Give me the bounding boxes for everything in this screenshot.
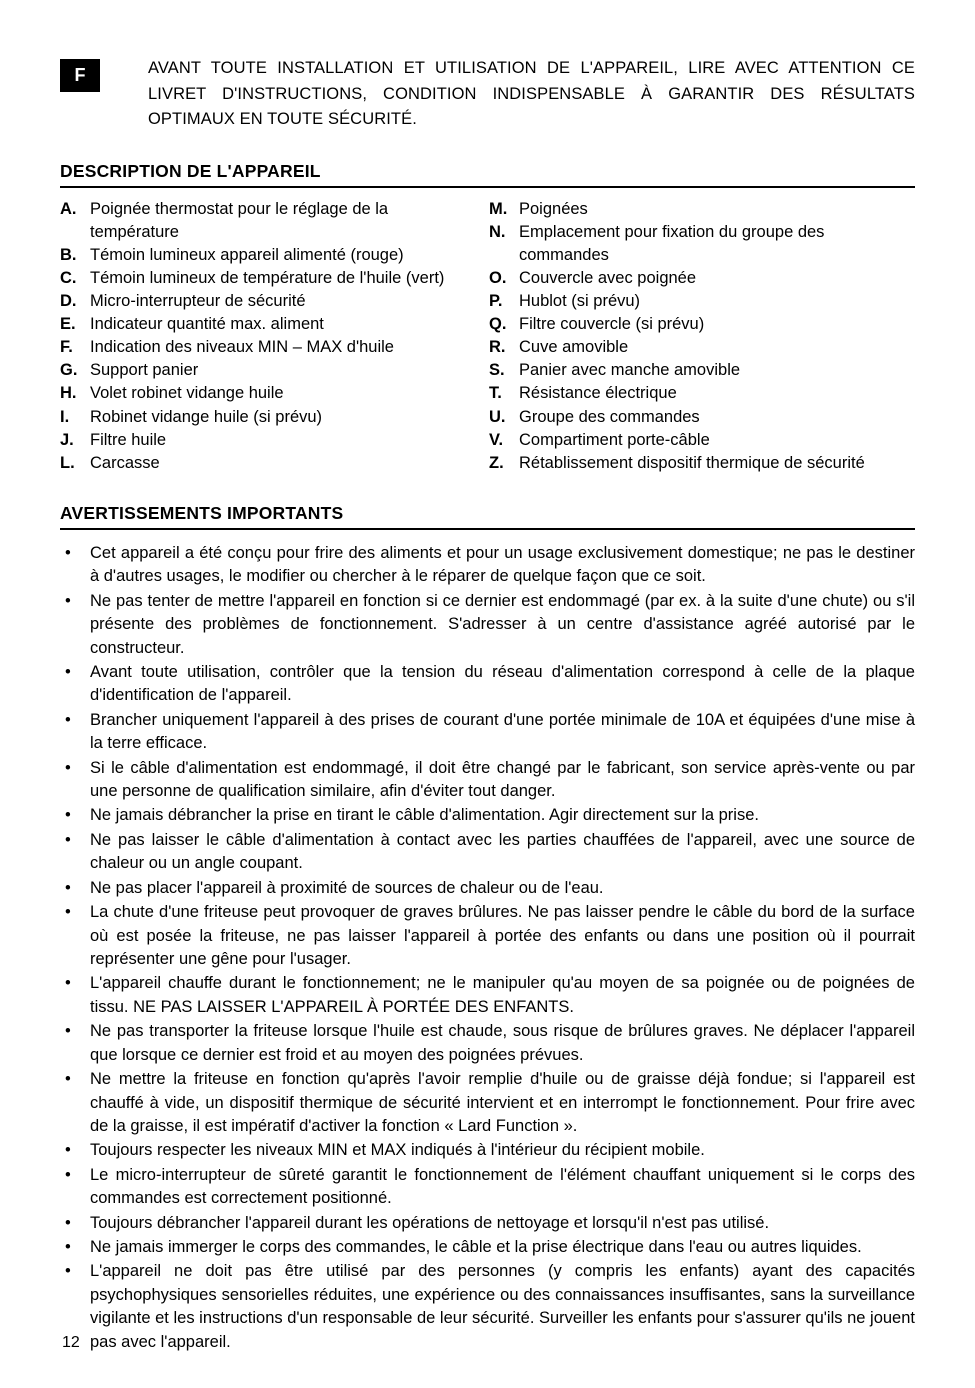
description-item [489,452,915,475]
description-item [60,244,473,267]
warning-item [60,709,915,756]
description-item-letter: Q. [489,315,507,334]
description-item [489,429,915,452]
description-item [60,336,473,359]
description-item [60,359,473,382]
warning-item [60,901,915,971]
warning-item-text: Ne jamais immerger le corps des commandes, le câble et la prise électrique dans l'eau ou autres liquides. [90,1238,862,1257]
warning-item-text: Brancher uniquement l'appareil à des prises de courant d'une portée minimale de 10A et équipées d'une mise à la terre efficace. [90,710,915,753]
description-item-letter: C. [60,268,77,287]
bullet-icon: • [65,903,71,922]
warning-item [60,1236,915,1259]
description-item-text: Témoin lumineux appareil alimenté (rouge) [90,245,404,264]
description-item [60,452,473,475]
description-item [489,290,915,313]
bullet-icon: • [65,1262,71,1281]
warning-item-text: Avant toute utilisation, contrôler que la tension du réseau d'alimentation correspond à celle de la plaque d'identification de l'appareil. [90,662,915,705]
warning-item [60,1020,915,1067]
description-column-left [60,198,473,475]
bullet-icon: • [65,1238,71,1257]
warning-item-text: Ne pas laisser le câble d'alimentation à contact avec les parties chauffées de l'appareil, avec une source de chaleur ou un angle coupant. [90,830,915,873]
warning-item [60,829,915,876]
description-item-text: Filtre huile [90,430,167,449]
warnings-list [60,542,915,1354]
description-item-letter: J. [60,430,74,449]
description-item-text: Volet robinet vidange huile [90,384,284,403]
description-item-text: Support panier [90,361,199,380]
description-item-text: Poignées [519,199,588,218]
warning-item-text: Ne pas transporter la friteuse lorsque l'huile est chaude, sous risque de brûlures graves. Ne déplacer l'appareil que lorsque ce dernier est froid et au moyen des poignées prévues. [90,1022,915,1064]
description-title: DESCRIPTION DE L'APPAREIL [60,161,915,188]
warning-item [60,1260,915,1354]
bullet-icon: • [65,758,71,777]
description-item-text: Rétablissement dispositif thermique de sécurité [519,453,865,472]
description-item-letter: S. [489,361,505,380]
description-item [60,267,473,290]
description-item-letter: U. [489,407,506,426]
warning-item-text: Cet appareil a été conçu pour frire des aliments et pour un usage exclusivement domestique; ne pas le destiner à d'autres usages, le modifier ou chercher à le réparer de quelque façon que ce soit. [90,543,915,586]
bullet-icon: • [65,1141,71,1160]
bullet-icon: • [65,830,71,849]
bullet-icon: • [65,806,71,825]
description-item-text: Cuve amovible [519,338,629,357]
bullet-icon: • [65,878,71,897]
warning-item-text: Ne pas placer l'appareil à proximité de sources de chaleur ou de l'eau. [90,878,604,897]
description-item-text: Hublot (si prévu) [519,292,641,311]
bullet-icon: • [65,1022,71,1041]
description-item-letter: H. [60,384,77,403]
warning-item [60,1164,915,1211]
description-item-letter: I. [60,407,70,426]
description-item [60,313,473,336]
description-item-text: Carcasse [90,453,160,472]
description-item-text: Indicateur quantité max. aliment [90,315,324,334]
page-number: 12 [62,1334,80,1351]
warnings-title: AVERTISSEMENTS IMPORTANTS [60,503,915,530]
description-item-letter: A. [60,199,77,218]
bullet-icon: • [65,710,71,729]
description-item [60,198,473,244]
warning-item [60,972,915,1019]
description-item [489,313,915,336]
description-item-letter: B. [60,245,77,264]
warning-item-text: Ne pas tenter de mettre l'appareil en fonction si ce dernier est endommagé (par ex. à la suite d'une chute) ou s'il présente des problèmes de fonctionnement. S'adresser à un centre d'assistance agréé autorisé par le constructeur. [90,591,915,657]
description-item-text: Indication des niveaux MIN – MAX d'huile [90,338,394,357]
description-item-letter: M. [489,199,508,218]
bullet-icon: • [65,1165,71,1184]
description-item-letter: D. [60,292,77,311]
description-item [489,406,915,429]
description-item-letter: L. [60,453,75,472]
warning-item [60,877,915,900]
warning-item [60,590,915,660]
description-item-letter: O. [489,268,507,287]
description-item-text: Poignée thermostat pour le réglage de la température [90,199,389,241]
warning-item [60,804,915,827]
warning-item-text: La chute d'une friteuse peut provoquer de graves brûlures. Ne pas laisser pendre le câble du bord de la surface où est posée la friteuse, ne pas laisser l'appareil à portée des enfants ou dans une position où il pourrait représenter une gêne pour l'usager. [90,903,915,968]
warning-item-text: L'appareil ne doit pas être utilisé par des personnes (y compris les enfants) ayant des capacités psychophysiques sensorielles réduites, une expérience ou des connaissances insuffisantes, sans la surveillance vigilante et les instructions d'un responsable de leur sécurité. Surveiller les enfants pour s'assurer qu'ils ne jouent pas avec l'appareil. [90,1262,915,1351]
description-item-text: Groupe des commandes [519,407,700,426]
description-item-text: Résistance électrique [519,384,677,403]
description-item-letter: R. [489,338,506,357]
warning-item-text: Ne mettre la friteuse en fonction qu'après l'avoir remplie d'huile ou de graisse déjà fondue; si l'appareil est chauffé à vide, un dispositif thermique de sécurité intervient et en interrompt le fonctionnement. Pour frire avec de la graisse, il est impératif d'activer la fonction « Lard Function ». [90,1070,915,1135]
bullet-icon: • [65,974,71,993]
intro-paragraph: AVANT TOUTE INSTALLATION ET UTILISATION DE L'APPAREIL, LIRE AVEC ATTENTION CE LIVRET D'INSTRUCTIONS, CONDITION INDISPENSABLE À GARANTIR DES RÉSULTATS OPTIMAUX EN TOUTE SÉCURITÉ. [148,59,915,129]
description-item-letter: P. [489,292,503,311]
warning-item [60,542,915,589]
description-item-letter: G. [60,361,78,380]
description-item [489,267,915,290]
description-item-text: Emplacement pour fixation du groupe des commandes [519,222,825,264]
description-item-text: Couvercle avec poignée [519,268,697,287]
warning-item [60,1212,915,1235]
bullet-icon: • [65,1070,71,1089]
description-item-letter: F. [60,338,73,357]
description-item [489,382,915,405]
warning-item [60,757,915,804]
bullet-icon: • [65,591,71,610]
warning-item [60,661,915,708]
description-item [489,221,915,267]
bullet-icon: • [65,662,71,681]
warning-item [60,1068,915,1138]
description-item-text: Filtre couvercle (si prévu) [519,315,705,334]
description-item-letter: Z. [489,453,504,472]
description-item [489,198,915,221]
description-item-text: Compartiment porte-câble [519,430,710,449]
description-item-letter: V. [489,430,504,449]
description-item-text: Témoin lumineux de température de l'huile (vert) [90,268,445,287]
warning-item-text: Le micro-interrupteur de sûreté garantit le fonctionnement de l'élément chauffant uniquement si le corps des commandes est correctement positionné. [90,1165,915,1208]
description-item [489,336,915,359]
description-item-letter: N. [489,222,506,241]
description-item [489,359,915,382]
description-item-letter: T. [489,384,502,403]
warning-item-text: L'appareil chauffe durant le fonctionnement; ne le manipuler qu'au moyen de sa poignée ou de poignées de tissu. NE PAS LAISSER L'APPAREIL À PORTÉE DES ENFANTS. [90,974,915,1016]
description-item-text: Robinet vidange huile (si prévu) [90,407,323,426]
description-column-right [489,198,915,475]
bullet-icon: • [65,543,71,562]
description-item [60,406,473,429]
warning-item [60,1139,915,1162]
description-item-letter: E. [60,315,76,334]
bullet-icon: • [65,1213,71,1232]
description-item [60,429,473,452]
warning-item-text: Si le câble d'alimentation est endommagé, il doit être changé par le fabricant, son service après-vente ou par une personne de qualification similaire, afin d'éviter tout danger. [90,758,915,801]
warning-item-text: Toujours respecter les niveaux MIN et MAX indiqués à l'intérieur du récipient mobile. [90,1141,705,1160]
warning-item-text: Ne jamais débrancher la prise en tirant le câble d'alimentation. Agir directement sur la prise. [90,806,759,825]
description-list [60,198,915,475]
description-item [60,290,473,313]
description-item [60,382,473,405]
language-badge: F [60,59,100,92]
description-item-text: Micro-interrupteur de sécurité [90,292,306,311]
intro-section [60,56,915,133]
description-item-text: Panier avec manche amovible [519,361,741,380]
warning-item-text: Toujours débrancher l'appareil durant les opérations de nettoyage et lorsqu'il n'est pas utilisé. [90,1213,770,1232]
